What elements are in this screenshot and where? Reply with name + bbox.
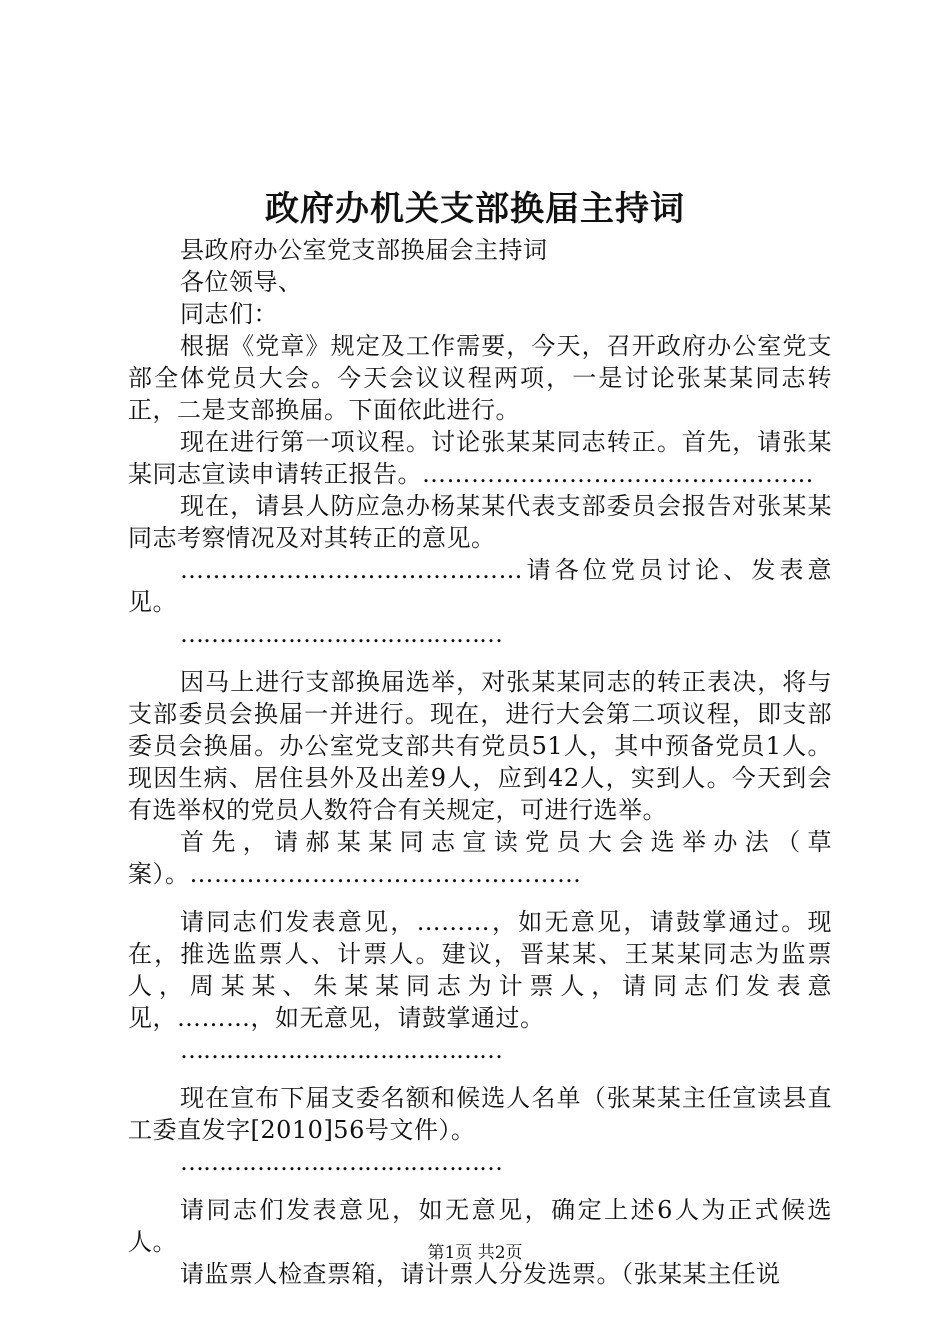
paragraph: 现在，请县人防应急办杨某某代表支部委员会报告对张某某同志考察情况及对其转正的意见。	[128, 492, 832, 552]
paragraph: 现在进行第一项议程。讨论张某某同志转正。首先，请张某某同志宣读申请转正报告。…………………………………………	[128, 428, 832, 488]
paragraph: 各位领导、	[180, 268, 303, 296]
paragraph: 首先，请郝某某同志宣读党员大会选举办法（草案）。…………………………………………	[128, 828, 832, 888]
document-title: 政府办机关支部换届主持词	[265, 189, 685, 229]
paragraph: 现在宣布下届支委名额和候选人名单（张某某主任宣读县直工委直发字[2010]56号文件）。	[128, 1084, 832, 1144]
paragraph: 根据《党章》规定及工作需要，今天，召开政府办公室党支部全体党员大会。今天会议议程两项，一是讨论张某某同志转正，二是支部换届。下面依此进行。	[128, 332, 832, 424]
paragraph: 县政府办公室党支部换届会主持词	[180, 236, 548, 264]
paragraph: 因马上进行支部换届选举，对张某某同志的转正表决，将与支部委员会换届一并进行。现在，进行大会第二项议程，即支部委员会换届。办公室党支部共有党员51人，其中预备党员1人。现因生病、居住县外及出差9人，应到42人，实到人。今天到会有选举权的党员人数符合有关规定，可进行选举。	[128, 668, 832, 824]
ellipsis-line: ……………………………………	[180, 1148, 502, 1176]
ellipsis-line: ……………………………………	[180, 1036, 502, 1064]
paragraph: 请同志们发表意见，如无意见，确定上述6人为正式候选人。	[128, 1196, 832, 1256]
page-footer: 第1页 共2页	[427, 1243, 523, 1263]
paragraph: ……………………………………请各位党员讨论、发表意见。	[128, 556, 832, 616]
paragraph: 请监票人检查票箱，请计票人分发选票。（张某某主任说	[180, 1260, 781, 1288]
document-body	[128, 234, 832, 1290]
paragraph: 同志们：	[180, 300, 278, 328]
paragraph: 请同志们发表意见，………，如无意见，请鼓掌通过。现在，推选监票人、计票人。建议，晋某某、王某某同志为监票人，周某某、朱某某同志为计票人，请同志们发表意见，………，如无意见，请鼓掌通过。	[128, 908, 832, 1032]
ellipsis-line: ……………………………………	[180, 620, 502, 648]
